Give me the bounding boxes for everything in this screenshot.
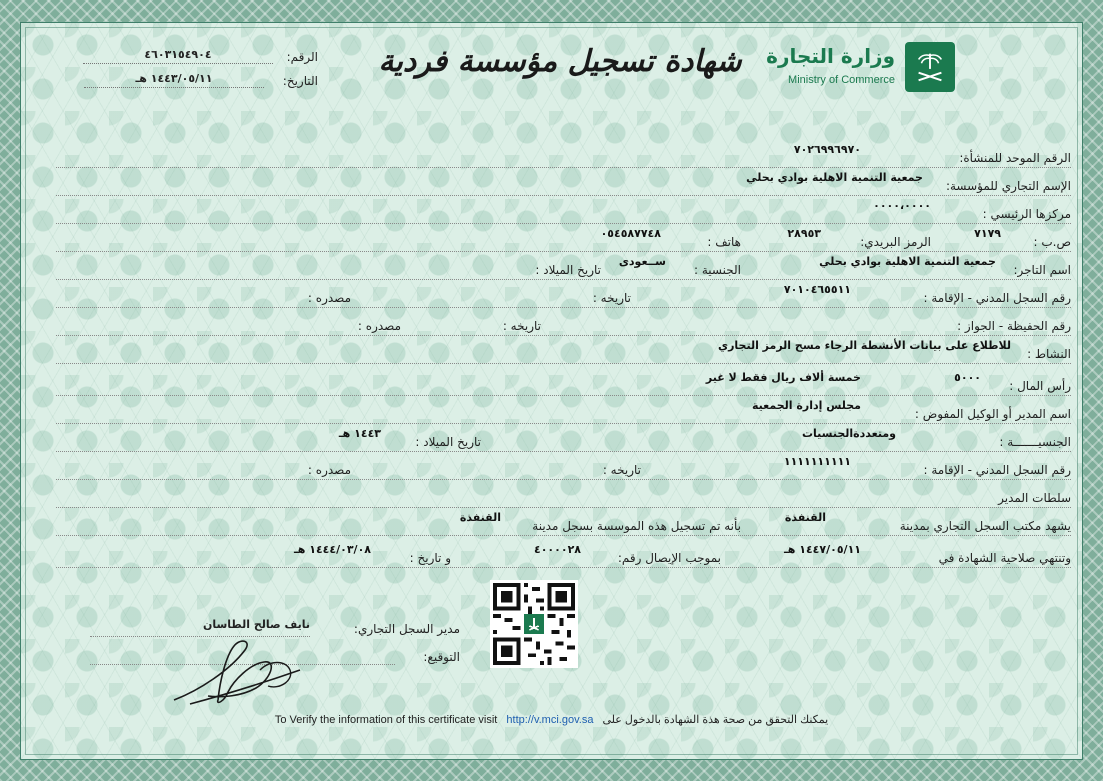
civil-record-label: رقم السجل المدني - الإقامة : [923,291,1071,305]
civil-record-value: ٧٠١٠٤٦٥٥١١ [783,283,851,296]
row-merchant [56,255,1071,280]
row-activity [56,339,1071,364]
manager-civil-source-label: مصدره : [307,463,351,477]
row-manager-civil [56,455,1071,480]
merchant-name-value: جمعية التنمية الاهلية بوادي بحلي [819,255,996,268]
office-certify-label-a: يشهد مكتب السجل التجاري بمدينة [899,519,1071,533]
nationality-value: ســعودى [618,255,666,268]
po-box-value: ٧١٧٩ [974,227,1001,240]
expiry-date-c: ١٤٤٤/٠٣/٠٨ هـ [294,543,371,556]
manager-nationality-label: الجنسيـــــــة : [999,435,1071,449]
office-certify-label-b: بأنه تم تسجيل هذه الموسسة بسجل مدينة [532,519,741,533]
row-passport [56,314,1071,336]
manager-birth-label: تاريخ الميلاد : [415,435,481,449]
trade-name-label: الإسم التجاري للمؤسسة: [945,179,1071,193]
civil-date-label: تاريخه : [592,291,631,305]
row-contact [56,227,1071,252]
phone-label: هاتف : [707,235,741,249]
verify-text-ar: يمكنك التحقق من صحة هذة الشهادة بالدخول على [602,714,829,726]
verify-text-en: To Verify the information of this certificate visit [274,714,498,726]
manager-value: مجلس إدارة الجمعية [751,399,861,412]
nationality-label: الجنسية : [694,263,741,277]
manager-powers-label: سلطات المدير [998,491,1071,505]
expiry-date-a: ١٤٤٧/٠٥/١١ هـ [784,543,861,556]
manager-label: اسم المدير أو الوكيل المفوض : [914,407,1071,421]
row-manager-nationality [56,427,1071,452]
expiry-label-b: بموجب الإيصال رقم: [617,551,721,565]
activity-label: النشاط : [1027,347,1071,361]
row-expiry [56,543,1071,568]
headquarters-value: ٠٠٠٠،٠٠٠٠ [873,199,931,212]
row-office-certify [56,511,1071,536]
activity-value: للاطلاع على بيانات الأنشطة الرجاء مسح الرمز التجاري [717,339,1011,352]
postal-code-value: ٢٨٩٥٣ [787,227,821,240]
po-box-label: ص.ب : [1033,235,1071,249]
verification-qr-code [490,580,578,668]
phone-value: ٠٥٤٥٨٧٧٤٨ [600,227,661,240]
manager-birth-value: ١٤٤٣ هـ [338,427,381,440]
row-manager-powers [56,486,1071,508]
registrar-label: مدير السجل التجاري: [353,622,460,636]
ref-number-value: ٤٦٠٣١٥٤٩٠٤ [83,48,273,64]
verify-footer [0,713,1103,726]
expiry-label-a: وتنتهي صلاحية الشهادة في [938,551,1071,565]
headquarters-label: مركزها الرئيسي : [982,207,1071,221]
office-city-b: القنفذة [459,511,501,524]
row-manager [56,399,1071,424]
row-headquarters [56,199,1071,224]
office-city-a: القنفذة [784,511,826,524]
manager-civil-value: ١١١١١١١١١١ [783,455,851,468]
capital-label: رأس المال : [1009,379,1071,393]
row-trade-name [56,171,1071,196]
capital-words: خمسة ألاف ريال فقط لا غير [705,371,861,384]
passport-source-label: مصدره : [357,319,401,333]
ministry-name-en: Ministry of Commerce [788,74,895,86]
handwritten-signature [160,630,310,710]
birth-date-label: تاريخ الميلاد : [535,263,601,277]
ref-date-label: التاريخ: [282,74,318,88]
registrar-name: نايف صالح الطاسان [202,618,310,631]
capital-value: ٥٠٠٠ [954,371,981,384]
row-capital [56,371,1071,396]
expiry-label-c: و تاريخ : [409,551,451,565]
civil-source-label: مصدره : [307,291,351,305]
trade-name-value: جمعية التنمية الاهلية بوادي بحلي [746,171,923,184]
ministry-name-ar: وزارة التجارة [766,44,895,68]
passport-label: رقم الحفيظة - الجواز : [957,319,1071,333]
row-unified-number [56,143,1071,168]
receipt-number: ٤٠٠٠٠٢٨ [534,543,581,556]
row-civil-record [56,283,1071,308]
postal-code-label: الرمز البريدي: [860,235,931,249]
sign-label: التوقيع: [423,650,460,664]
merchant-name-label: اسم التاجر: [1013,263,1071,277]
passport-date-label: تاريخه : [502,319,541,333]
manager-civil-label: رقم السجل المدني - الإقامة : [923,463,1071,477]
certificate-title: شهادة تسجيل مؤسسة فردية [378,44,742,79]
manager-nationality-value: ومتعددةالجنسيات [801,427,896,440]
unified-number-label: الرقم الموحد للمنشأة: [959,151,1071,165]
verify-url-link[interactable]: http://v.mci.gov.sa [506,714,594,726]
unified-number-value: ٧٠٢٦٩٩٦٩٧٠ [793,143,861,156]
manager-civil-date-label: تاريخه : [602,463,641,477]
ref-date-value: ١٤٤٣/٠٥/١١ هـ [84,72,264,88]
ref-number-label: الرقم: [286,50,318,64]
